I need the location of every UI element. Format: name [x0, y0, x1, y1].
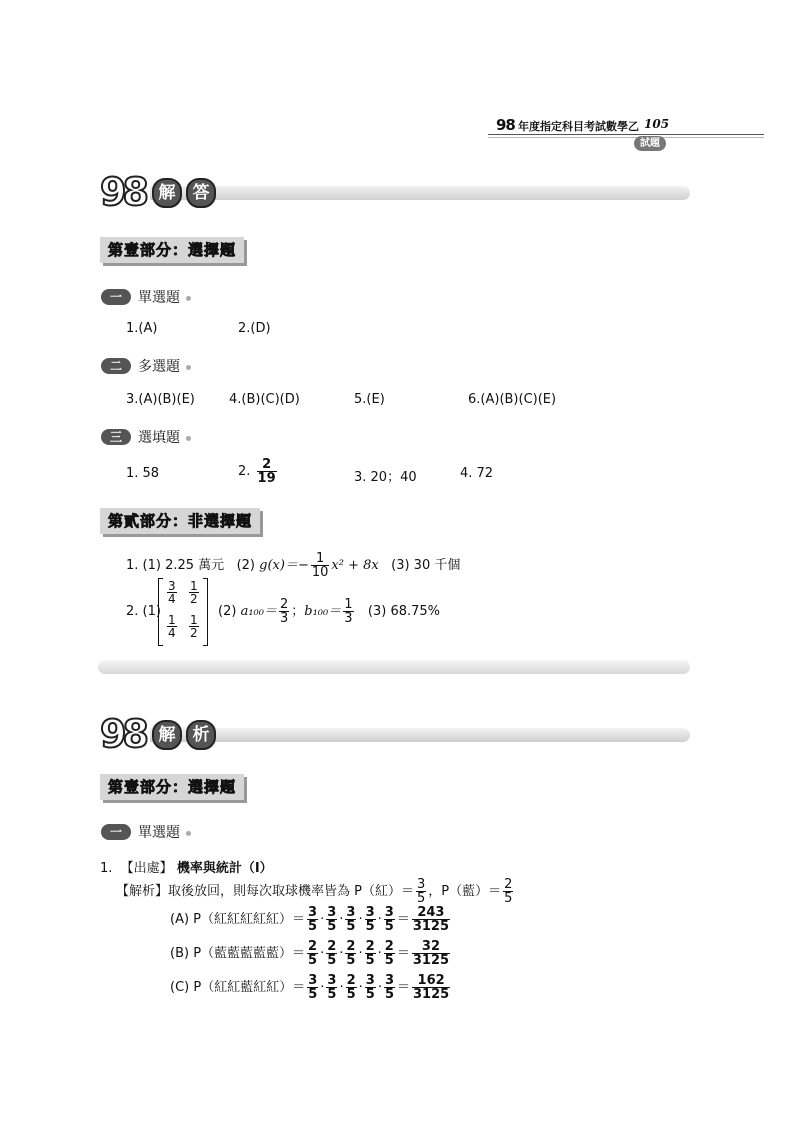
- page-number: 105: [644, 117, 670, 131]
- denominator: 2: [190, 592, 198, 606]
- analysis-label: 【解析】: [116, 884, 169, 899]
- numerator: 2: [327, 939, 337, 954]
- denominator: 5: [308, 987, 318, 1002]
- denominator: 4: [168, 626, 176, 640]
- nonchoice-q2-part3: (3) 68.75%: [367, 604, 441, 619]
- denominator: 5: [327, 919, 337, 934]
- times-dot: ·: [320, 980, 325, 995]
- times-dot: ·: [320, 946, 325, 961]
- times-dot: ·: [339, 912, 344, 927]
- a100-label: a₁₀₀＝: [240, 604, 277, 619]
- fraction: [307, 974, 318, 1001]
- nonchoice-q1-part2-label: (2): [236, 558, 255, 573]
- header-badge: 試題: [634, 136, 666, 151]
- numerator: 2: [346, 973, 356, 988]
- answer-single-1: 1.(A): [126, 321, 158, 336]
- b100-label: b₁₀₀＝: [304, 604, 342, 619]
- answer-fill-2-prefix: 2.: [238, 464, 251, 479]
- fraction: [503, 878, 513, 905]
- matrix-cell: [189, 614, 199, 639]
- numerator: 3: [417, 877, 426, 892]
- fraction: [279, 598, 289, 625]
- fraction: [365, 974, 376, 1001]
- header-rule: [488, 134, 764, 135]
- question-number: 1.: [100, 861, 113, 876]
- answer-multi-5: 5.(E): [354, 392, 385, 407]
- times-dot: ·: [358, 946, 363, 961]
- numerator: 1: [190, 579, 198, 593]
- numerator: 1: [168, 613, 176, 627]
- denominator: 2: [190, 626, 198, 640]
- answer-multi-6: 6.(A)(B)(C)(E): [468, 392, 557, 407]
- fraction: [365, 906, 376, 933]
- numerator: 162: [412, 974, 450, 988]
- denominator: 5: [384, 987, 394, 1002]
- answer-fill-pill: 三: [101, 429, 131, 445]
- equals-sign: ＝: [397, 980, 411, 995]
- times-dot: ·: [377, 980, 382, 995]
- fraction: [345, 940, 356, 967]
- numerator: 2: [504, 877, 513, 892]
- numerator: 1: [190, 613, 198, 627]
- fraction: [343, 598, 353, 625]
- analysis-text: 取後放回，則每次取球機率皆為 P（紅）＝: [168, 884, 414, 899]
- answer-multi-heading: [138, 356, 191, 376]
- analysis-part1-title: 第壹部分：選擇題: [100, 774, 244, 800]
- times-dot: ·: [339, 946, 344, 961]
- denominator: 3125: [413, 987, 450, 1002]
- analysis-q1-source: [100, 857, 273, 876]
- numerator: 3: [365, 973, 375, 988]
- bullet-dot-icon: [186, 831, 191, 836]
- equals-sign: ＝: [396, 912, 410, 927]
- probability-label: (A) P（紅紅紅紅紅）＝: [170, 912, 306, 927]
- equals-sign: ＝: [396, 946, 410, 961]
- answer-fill-heading: [138, 427, 191, 447]
- probability-line: [170, 974, 452, 1001]
- denominator: 4: [168, 592, 176, 606]
- answer-banner-char-2: 答: [186, 178, 216, 208]
- fraction: [326, 974, 337, 1001]
- section-separator: [98, 660, 690, 674]
- numerator: 3: [327, 973, 337, 988]
- function-g: g(x)＝: [259, 558, 298, 573]
- transition-matrix: [158, 578, 208, 646]
- numerator: 1: [344, 597, 353, 612]
- fraction: [412, 974, 450, 1001]
- numerator: 3: [168, 579, 176, 593]
- answer-fill-3: 3. 20；40: [354, 470, 417, 485]
- fraction: [307, 906, 318, 933]
- denominator: 5: [365, 919, 375, 934]
- probability-line: [170, 906, 452, 933]
- fraction: [412, 940, 450, 967]
- denominator: 3125: [412, 953, 450, 968]
- matrix-cell: [167, 614, 177, 639]
- header-year: 98: [496, 116, 515, 134]
- answer-single-label: 單選題: [138, 290, 180, 306]
- times-dot: ·: [377, 946, 382, 961]
- times-dot: ·: [320, 912, 325, 927]
- numerator: 3: [384, 973, 394, 988]
- numerator: 3: [308, 905, 318, 920]
- minus-sign: −: [297, 558, 309, 573]
- denominator: 5: [308, 919, 318, 934]
- numerator: 3: [346, 905, 356, 920]
- bullet-dot-icon: [186, 296, 191, 301]
- fraction: [365, 940, 376, 967]
- source-text: 機率與統計（Ⅰ）: [176, 861, 273, 876]
- answer-fill-4: 4. 72: [460, 466, 494, 481]
- header-title: 年度指定科目考試數學乙: [518, 120, 639, 133]
- answer-part2-title: 第貳部分：非選擇題: [100, 508, 260, 534]
- fraction: [307, 940, 318, 967]
- denominator: 3125: [412, 919, 450, 934]
- denominator: 19: [257, 471, 276, 486]
- numerator: 3: [384, 905, 394, 920]
- fraction: [257, 458, 277, 485]
- numerator: 3: [327, 905, 337, 920]
- denominator: 5: [384, 919, 394, 934]
- answer-single-2: 2.(D): [238, 321, 271, 336]
- denominator: 5: [327, 987, 337, 1002]
- answer-multi-pill: 二: [101, 358, 131, 374]
- analysis-banner-year: 98: [100, 712, 145, 756]
- polynomial: x² + 8x: [331, 558, 379, 573]
- source-label: 【出處】: [120, 861, 173, 876]
- nonchoice-q2-prefix: 2. (1): [126, 604, 161, 619]
- denominator: 5: [417, 891, 426, 906]
- nonchoice-q2-part2-label: (2): [218, 604, 237, 619]
- fraction: [384, 906, 395, 933]
- answer-single-pill: 一: [101, 289, 131, 305]
- bullet-dot-icon: [186, 365, 191, 370]
- fraction: [384, 940, 395, 967]
- fraction: [412, 906, 450, 933]
- denominator: 5: [384, 953, 394, 968]
- answer-single-heading: [138, 287, 191, 307]
- fraction: [345, 906, 356, 933]
- denominator: 3: [344, 611, 353, 626]
- numerator: 2: [308, 939, 318, 954]
- times-dot: ·: [358, 980, 363, 995]
- nonchoice-q2-rest: [218, 598, 440, 625]
- fraction: [326, 906, 337, 933]
- denominator: 3: [279, 611, 289, 626]
- fraction: [416, 878, 426, 905]
- numerator: 243: [412, 906, 450, 920]
- numerator: 2: [384, 939, 394, 954]
- denominator: 5: [346, 987, 356, 1002]
- answer-fill-2: [238, 458, 279, 485]
- analysis-q1-explanation: [116, 878, 515, 905]
- analysis-single-pill: 一: [101, 824, 131, 840]
- numerator: 2: [365, 939, 375, 954]
- numerator: 3: [365, 905, 375, 920]
- fraction: [346, 974, 357, 1001]
- answer-part1-title: 第壹部分：選擇題: [100, 237, 244, 263]
- denominator: 5: [365, 987, 375, 1002]
- analysis-banner-char-1: 解: [152, 720, 182, 750]
- bullet-dot-icon: [186, 436, 191, 441]
- denominator: 5: [346, 953, 356, 968]
- denominator: 5: [327, 953, 337, 968]
- numerator: 32: [412, 940, 450, 954]
- probability-line: [170, 940, 452, 967]
- probability-label: (C) P（紅紅藍紅紅）＝: [170, 980, 306, 995]
- answer-multi-label: 多選題: [138, 359, 180, 375]
- analysis-banner-char-2: 析: [186, 720, 216, 750]
- fraction: [311, 552, 330, 579]
- fraction: [384, 974, 395, 1001]
- answer-fill-1: 1. 58: [126, 466, 160, 481]
- analysis-single-label: 單選題: [138, 825, 180, 841]
- nonchoice-q1: [126, 552, 460, 579]
- fraction: [326, 940, 337, 967]
- denominator: 10: [311, 565, 329, 580]
- answer-banner-char-1: 解: [152, 178, 182, 208]
- analysis-text-2: ，P（藍）＝: [428, 884, 502, 899]
- numerator: 1: [311, 552, 330, 566]
- answer-fill-label: 選填題: [138, 430, 180, 446]
- matrix-cell: [189, 580, 199, 605]
- numerator: 3: [308, 973, 318, 988]
- answer-banner-year: 98: [100, 170, 145, 214]
- header-rule-secondary: [488, 137, 764, 138]
- times-dot: ·: [339, 980, 344, 995]
- times-dot: ·: [377, 912, 382, 927]
- analysis-single-heading: [138, 822, 191, 842]
- answer-multi-3: 3.(A)(B)(E): [126, 392, 195, 407]
- matrix-cell: [167, 580, 177, 605]
- denominator: 5: [365, 953, 375, 968]
- denominator: 5: [504, 891, 513, 906]
- denominator: 5: [346, 919, 356, 934]
- nonchoice-q1-part3: (3) 30 千個: [391, 558, 461, 573]
- times-dot: ·: [358, 912, 363, 927]
- analysis-banner-bar: [150, 728, 690, 742]
- numerator: 2: [279, 597, 289, 612]
- answer-banner-bar: [150, 186, 690, 200]
- probability-label: (B) P（藍藍藍藍藍）＝: [170, 946, 306, 961]
- answer-multi-4: 4.(B)(C)(D): [229, 392, 300, 407]
- numerator: 2: [257, 458, 277, 472]
- numerator: 2: [346, 939, 356, 954]
- denominator: 5: [308, 953, 318, 968]
- nonchoice-q1-part1: 1. (1) 2.25 萬元: [126, 558, 225, 573]
- semicolon: ；: [291, 604, 305, 619]
